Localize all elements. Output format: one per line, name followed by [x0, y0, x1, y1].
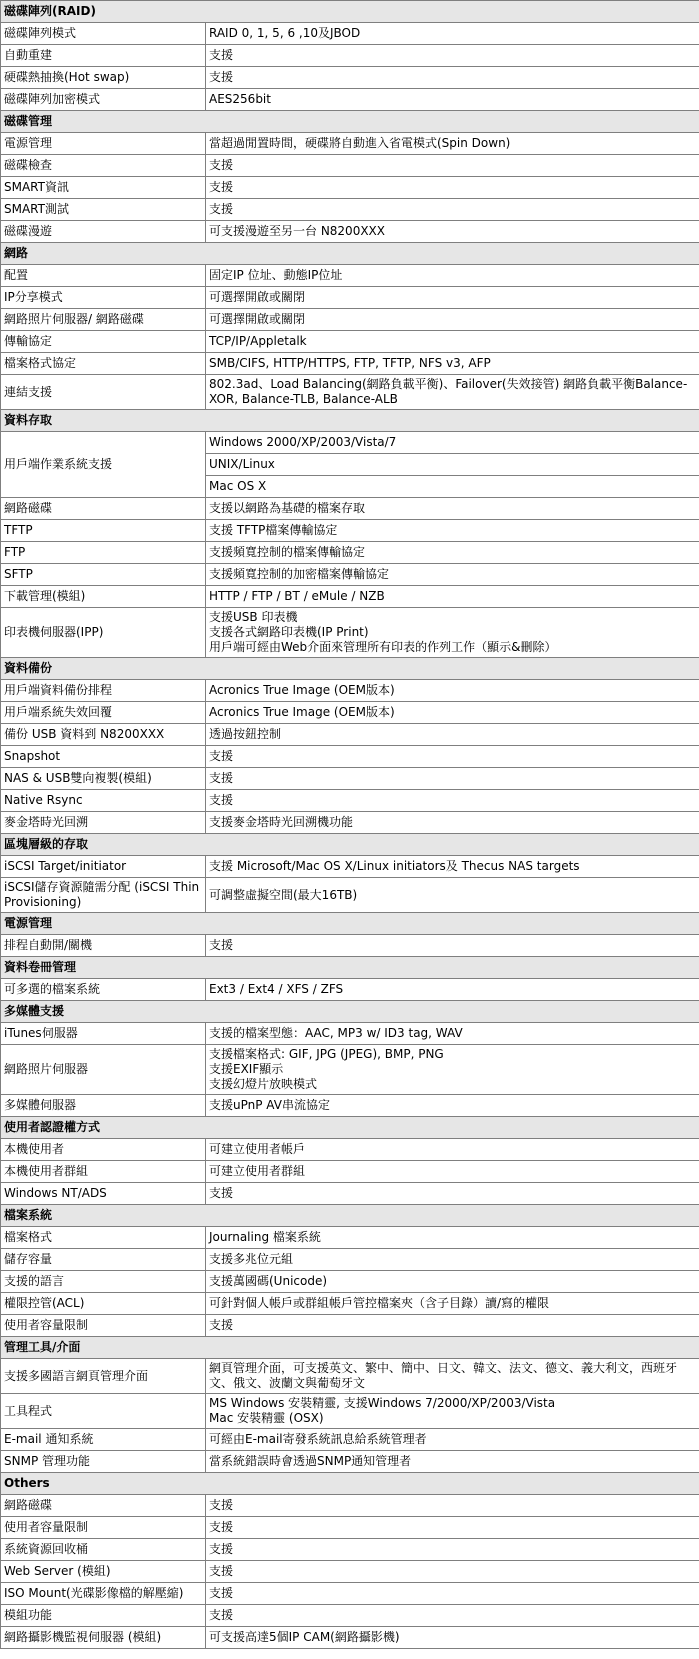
spec-row [1, 608, 699, 658]
section-title: 資料卷冊管理 [1, 957, 699, 979]
spec-value-line: Journaling 檔案系統 [209, 1230, 321, 1244]
spec-value [206, 564, 699, 586]
spec-value-line: Acronics True Image (OEM版本) [209, 683, 395, 697]
spec-row [1, 812, 699, 834]
spec-row [1, 1605, 699, 1627]
spec-value-line: HTTP / FTP / BT / eMule / NZB [209, 589, 385, 603]
section-header-row [1, 1001, 699, 1023]
spec-row [1, 680, 699, 702]
spec-label: NAS & USB雙向複製(模組) [1, 768, 206, 790]
spec-label: TFTP [1, 520, 206, 542]
spec-row [1, 1161, 699, 1183]
spec-row [1, 133, 699, 155]
spec-value-line: 當超過閒置時間，硬碟將自動進入省電模式(Spin Down) [209, 136, 511, 150]
spec-row [1, 1249, 699, 1271]
spec-row [1, 89, 699, 111]
spec-label: 網路照片伺服器/ 網路磁碟 [1, 309, 206, 331]
spec-value [206, 67, 699, 89]
spec-value-line: 可選擇開啟或關閉 [209, 290, 306, 304]
section-header-row [1, 1, 699, 23]
spec-value-line: 支援 [209, 771, 234, 785]
section-header-row [1, 1205, 699, 1227]
spec-row [1, 67, 699, 89]
spec-label: 檔案格式協定 [1, 353, 206, 375]
spec-label: 磁碟檢查 [1, 155, 206, 177]
spec-row [1, 1561, 699, 1583]
section-header-row [1, 1473, 699, 1495]
spec-value [206, 935, 699, 957]
spec-label: 使用者容量限制 [1, 1517, 206, 1539]
spec-row [1, 199, 699, 221]
spec-row [1, 1394, 699, 1429]
spec-value [206, 746, 699, 768]
spec-value-line: 支援 [209, 1564, 234, 1578]
spec-value [206, 1495, 699, 1517]
spec-value [206, 1023, 699, 1045]
spec-row [1, 1023, 699, 1045]
spec-value-line: 支援 [209, 938, 234, 952]
spec-value-line: SMB/CIFS, HTTP/HTTPS, FTP, TFTP, NFS v3, AFP [209, 356, 491, 370]
section-header-row [1, 834, 699, 856]
spec-value-line: RAID 0, 1, 5, 6 ,10及JBOD [209, 26, 361, 40]
spec-row [1, 155, 699, 177]
spec-row [1, 1583, 699, 1605]
spec-label: 磁碟漫遊 [1, 221, 206, 243]
spec-row [1, 1315, 699, 1337]
spec-row [1, 542, 699, 564]
spec-value [206, 680, 699, 702]
spec-value [206, 979, 699, 1001]
spec-value [206, 1271, 699, 1293]
spec-label: 工具程式 [1, 1394, 206, 1429]
section-title: 資料備份 [1, 658, 699, 680]
spec-value-line: 支援麥金塔時光回溯機功能 [209, 815, 354, 829]
spec-label: 連結支援 [1, 375, 206, 410]
spec-value [206, 1539, 699, 1561]
spec-row [1, 331, 699, 353]
spec-value-line: 支援萬國碼(Unicode) [209, 1274, 328, 1288]
spec-value [206, 287, 699, 309]
spec-value [206, 498, 699, 520]
spec-value-line: 支援的檔案型態：AAC, MP3 w/ ID3 tag, WAV [209, 1026, 463, 1040]
spec-value-line: 可選擇開啟或關閉 [209, 312, 306, 326]
spec-label: SFTP [1, 564, 206, 586]
spec-value-line: TCP/IP/Appletalk [209, 334, 307, 348]
spec-row [1, 1293, 699, 1315]
spec-row [1, 1045, 699, 1095]
spec-value [206, 1183, 699, 1205]
section-title: 區塊層級的存取 [1, 834, 699, 856]
spec-value [206, 221, 699, 243]
spec-label: 權限控管(ACL) [1, 1293, 206, 1315]
section-title: 資料存取 [1, 410, 699, 432]
spec-value [206, 878, 699, 913]
spec-value [206, 353, 699, 375]
spec-label: Web Server (模組) [1, 1561, 206, 1583]
spec-value-line: 可支援漫遊至另一台 N8200XXX [209, 224, 385, 238]
spec-row [1, 1095, 699, 1117]
spec-label: FTP [1, 542, 206, 564]
spec-label: ISO Mount(光碟影像檔的解壓縮) [1, 1583, 206, 1605]
spec-label: 排程自動開/關機 [1, 935, 206, 957]
spec-label: 印表機伺服器(IPP) [1, 608, 206, 658]
spec-value-line: 透過按鈕控制 [209, 727, 282, 741]
spec-label: 用戶端作業系統支援 [1, 432, 206, 498]
spec-row [1, 221, 699, 243]
spec-value [206, 1583, 699, 1605]
spec-value-line: 支援uPnP AV串流協定 [209, 1098, 330, 1112]
spec-value-line: 支援 [209, 1318, 234, 1332]
spec-value-line: 支援 [209, 70, 234, 84]
spec-row [1, 586, 699, 608]
spec-label: 麥金塔時光回溯 [1, 812, 206, 834]
spec-value-line: 支援 [209, 1520, 234, 1534]
spec-value-line: 支援 [209, 1498, 234, 1512]
spec-value [206, 155, 699, 177]
spec-value [206, 1161, 699, 1183]
spec-row [1, 935, 699, 957]
spec-label: 網路磁碟 [1, 498, 206, 520]
spec-row [1, 878, 699, 913]
spec-value-line: 支援 Microsoft/Mac OS X/Linux initiators及 Thecus NAS targets [209, 859, 580, 873]
spec-label: 磁碟陣列模式 [1, 23, 206, 45]
spec-value-line: 支援 [209, 1542, 234, 1556]
spec-label: 支援多國語言網頁管理介面 [1, 1359, 206, 1394]
section-header-row [1, 1337, 699, 1359]
spec-row [1, 768, 699, 790]
spec-label: Windows NT/ADS [1, 1183, 206, 1205]
spec-value [206, 702, 699, 724]
spec-value [206, 1429, 699, 1451]
spec-value [206, 177, 699, 199]
spec-value [206, 1517, 699, 1539]
spec-row [1, 1451, 699, 1473]
spec-value [206, 331, 699, 353]
section-title: 網路 [1, 243, 699, 265]
spec-label: 使用者容量限制 [1, 1315, 206, 1337]
spec-value-line: 支援各式網路印表機(IP Print) [209, 625, 369, 639]
section-header-row [1, 957, 699, 979]
spec-value-line: AES256bit [209, 92, 271, 106]
spec-label: SMART測試 [1, 199, 206, 221]
spec-value [206, 133, 699, 155]
spec-value [206, 199, 699, 221]
spec-value-line: 支援 [209, 1186, 234, 1200]
spec-value-line: 支援 [209, 202, 234, 216]
spec-value-line: Ext3 / Ext4 / XFS / ZFS [209, 982, 344, 996]
spec-row [1, 1495, 699, 1517]
spec-value [206, 1045, 699, 1095]
spec-value-line: 支援EXIF顯示 [209, 1062, 284, 1076]
spec-value-line: Acronics True Image (OEM版本) [209, 705, 395, 719]
spec-row [1, 1429, 699, 1451]
spec-row [1, 23, 699, 45]
section-header-row [1, 913, 699, 935]
spec-value-line: 支援多兆位元組 [209, 1252, 294, 1266]
spec-value-line: 可經由E-mail寄發系統訊息給系統管理者 [209, 1432, 427, 1446]
spec-row [1, 177, 699, 199]
spec-value-line: 支援 TFTP檔案傳輸協定 [209, 523, 338, 537]
spec-row [1, 1627, 699, 1649]
spec-label: iSCSI Target/initiator [1, 856, 206, 878]
spec-value [206, 1293, 699, 1315]
spec-row [1, 1271, 699, 1293]
section-title: 使用者認證權方式 [1, 1117, 699, 1139]
spec-row [1, 309, 699, 331]
spec-row [1, 564, 699, 586]
spec-label: IP分享模式 [1, 287, 206, 309]
spec-row [1, 287, 699, 309]
spec-label: 系統資源回收桶 [1, 1539, 206, 1561]
spec-value [206, 309, 699, 331]
spec-value [206, 1249, 699, 1271]
spec-label: 配置 [1, 265, 206, 287]
spec-label: 用戶端資料備份排程 [1, 680, 206, 702]
spec-row [1, 1539, 699, 1561]
spec-label: iTunes伺服器 [1, 1023, 206, 1045]
spec-value-line: 固定IP 位址、動態IP位址 [209, 268, 343, 282]
spec-value-line: 802.3ad、Load Balancing(網路負載平衡)、Failover(失效接管) 網路負載平衡Balance-XOR, Balance-TLB, Balance-ALB [209, 377, 688, 406]
spec-row [1, 45, 699, 67]
spec-label: 本機使用者群組 [1, 1161, 206, 1183]
spec-label: SNMP 管理功能 [1, 1451, 206, 1473]
spec-row [1, 353, 699, 375]
spec-value [206, 1561, 699, 1583]
spec-label: 支援的語言 [1, 1271, 206, 1293]
section-header-row [1, 111, 699, 133]
spec-value [206, 1315, 699, 1337]
section-title: 磁碟管理 [1, 111, 699, 133]
spec-value: UNIX/Linux [206, 454, 699, 476]
spec-label: E-mail 通知系統 [1, 1429, 206, 1451]
spec-value [206, 45, 699, 67]
spec-value [206, 1227, 699, 1249]
spec-label: 網路磁碟 [1, 1495, 206, 1517]
section-header-row [1, 1117, 699, 1139]
spec-label: iSCSI儲存資源隨需分配 (iSCSI Thin Provisioning) [1, 878, 206, 913]
spec-label: 模組功能 [1, 1605, 206, 1627]
spec-row [1, 432, 699, 454]
spec-value-line: 支援頻寬控制的檔案傳輸協定 [209, 545, 366, 559]
spec-value-line: 支援 [209, 48, 234, 62]
spec-label: 網路照片伺服器 [1, 1045, 206, 1095]
spec-value [206, 1394, 699, 1429]
spec-row [1, 1359, 699, 1394]
spec-value-line: 可建立使用者群組 [209, 1164, 306, 1178]
spec-value [206, 812, 699, 834]
spec-row [1, 498, 699, 520]
spec-label: 傳輸協定 [1, 331, 206, 353]
spec-label: 磁碟陣列加密模式 [1, 89, 206, 111]
spec-value-line: 可建立使用者帳戶 [209, 1142, 306, 1156]
spec-value [206, 1095, 699, 1117]
section-header-row [1, 410, 699, 432]
spec-value [206, 790, 699, 812]
spec-value-line: 網頁管理介面，可支援英文、繁中、簡中、日文、韓文、法文、德文、義大利文，西班牙文、俄文、波蘭文與葡萄牙文 [209, 1361, 678, 1390]
spec-value-line: 支援頻寬控制的加密檔案傳輸協定 [209, 567, 390, 581]
spec-row [1, 979, 699, 1001]
spec-table-body [1, 1, 699, 1649]
section-title: Others [1, 1473, 699, 1495]
spec-value: Windows 2000/XP/2003/Vista/7 [206, 432, 699, 454]
spec-row [1, 1517, 699, 1539]
spec-value [206, 608, 699, 658]
section-header-row [1, 243, 699, 265]
spec-value [206, 856, 699, 878]
spec-value-line: MS Windows 安裝精靈, 支援Windows 7/2000/XP/2003/Vista [209, 1396, 556, 1410]
spec-row [1, 375, 699, 410]
spec-value [206, 520, 699, 542]
spec-value [206, 89, 699, 111]
spec-label: Snapshot [1, 746, 206, 768]
spec-row [1, 702, 699, 724]
spec-row [1, 790, 699, 812]
spec-value [206, 1451, 699, 1473]
spec-value-line: 支援 [209, 793, 234, 807]
spec-value-line: 當系統錯誤時會透過SNMP通知管理者 [209, 1454, 412, 1468]
spec-value [206, 1605, 699, 1627]
spec-label: 備份 USB 資料到 N8200XXX [1, 724, 206, 746]
spec-value [206, 375, 699, 410]
spec-row [1, 746, 699, 768]
spec-row [1, 520, 699, 542]
spec-value-line: 支援USB 印表機 [209, 610, 298, 624]
spec-value-line: 支援 [209, 180, 234, 194]
spec-value [206, 1139, 699, 1161]
spec-value [206, 1627, 699, 1649]
spec-value-line: 支援 [209, 1586, 234, 1600]
spec-value-line: 支援 [209, 158, 234, 172]
spec-label: 本機使用者 [1, 1139, 206, 1161]
spec-value [206, 542, 699, 564]
spec-row [1, 856, 699, 878]
spec-label: 檔案格式 [1, 1227, 206, 1249]
spec-value [206, 586, 699, 608]
spec-label: 硬碟熱抽換(Hot swap) [1, 67, 206, 89]
spec-value-line: 支援 [209, 1608, 234, 1622]
section-title: 檔案系統 [1, 1205, 699, 1227]
spec-value [206, 23, 699, 45]
spec-row [1, 724, 699, 746]
spec-row [1, 1227, 699, 1249]
spec-value [206, 724, 699, 746]
section-title: 電源管理 [1, 913, 699, 935]
section-title: 管理工具/介面 [1, 1337, 699, 1359]
spec-value-line: 可支援高達5個IP CAM(網路攝影機) [209, 1630, 400, 1644]
spec-row [1, 265, 699, 287]
section-header-row [1, 658, 699, 680]
spec-value-line: Mac 安裝精靈 (OSX) [209, 1411, 324, 1425]
section-title: 多媒體支援 [1, 1001, 699, 1023]
spec-label: 自動重建 [1, 45, 206, 67]
spec-label: 下載管理(模組) [1, 586, 206, 608]
spec-value-line: 可針對個人帳戶或群組帳戶管控檔案夾（含子目錄）讀/寫的權限 [209, 1296, 550, 1310]
spec-value-line: 支援幻燈片放映模式 [209, 1077, 318, 1091]
spec-label: 多媒體伺服器 [1, 1095, 206, 1117]
spec-value-line: 支援 [209, 749, 234, 763]
spec-value [206, 1359, 699, 1394]
spec-label: 可多選的檔案系統 [1, 979, 206, 1001]
spec-label: SMART資訊 [1, 177, 206, 199]
spec-value [206, 768, 699, 790]
spec-row [1, 1183, 699, 1205]
spec-row [1, 1139, 699, 1161]
spec-value [206, 265, 699, 287]
spec-label: 用戶端系統失效回覆 [1, 702, 206, 724]
spec-value-line: 支援以網路為基礎的檔案存取 [209, 501, 366, 515]
spec-value-line: 支援檔案格式: GIF, JPG (JPEG), BMP, PNG [209, 1047, 444, 1061]
spec-value: Mac OS X [206, 476, 699, 498]
spec-label: 電源管理 [1, 133, 206, 155]
spec-value-line: 用戶端可經由Web介面來管理所有印表的作列工作（顯示&刪除） [209, 640, 557, 654]
section-title: 磁碟陣列(RAID) [1, 1, 699, 23]
spec-label: 儲存容量 [1, 1249, 206, 1271]
spec-label: Native Rsync [1, 790, 206, 812]
spec-value-line: 可調整虛擬空間(最大16TB) [209, 887, 358, 902]
spec-label: 網路攝影機監視伺服器 (模組) [1, 1627, 206, 1649]
